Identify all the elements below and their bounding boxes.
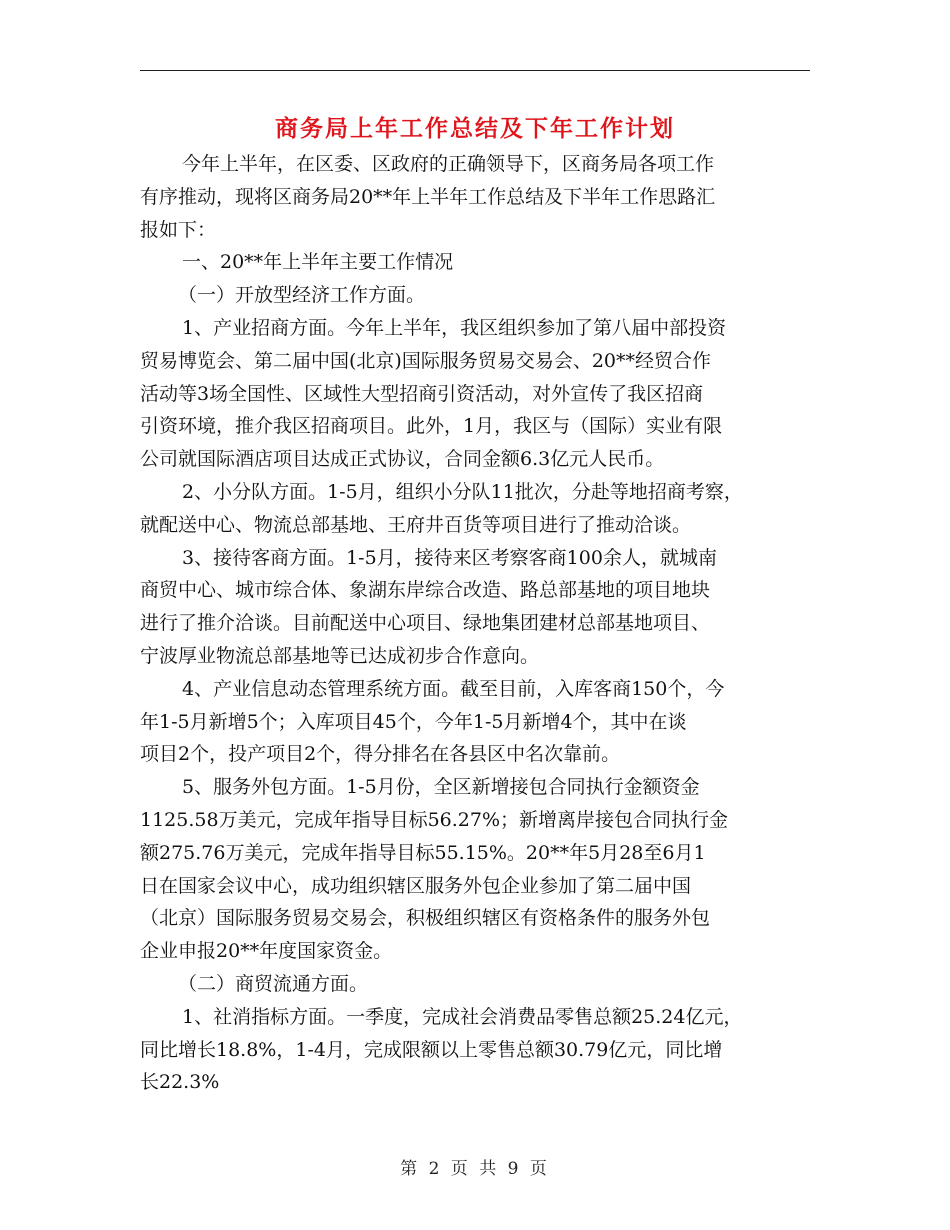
document-title: 商务局上年工作总结及下年工作计划 xyxy=(275,116,675,142)
paragraph-line: 有序推动，现将区商务局20**年上半年工作总结及下半年工作思路汇 xyxy=(140,185,716,208)
paragraph-line: 额275.76万美元，完成年指导目标55.15%。20**年5月28至6月1 xyxy=(140,841,706,864)
page-number: 第 2 页 共 9 页 xyxy=(400,1159,550,1179)
paragraph-line: （北京）国际服务贸易交易会，积极组织辖区有资格条件的服务外包 xyxy=(140,907,711,930)
paragraph-line: 5、服务外包方面。1-5月份，全区新增接包合同执行金额资金 xyxy=(182,776,700,799)
paragraph-line: 1125.58万美元，完成年指导目标56.27%；新增离岸接包合同执行金 xyxy=(140,808,729,831)
paragraph-line: 同比增长18.8%，1-4月，完成限额以上零售总额30.79亿元，同比增 xyxy=(140,1038,723,1061)
paragraph-line: 贸易博览会、第二届中国(北京)国际服务贸易交易会、20**经贸合作 xyxy=(140,349,712,372)
document-body xyxy=(140,148,808,1099)
paragraph-line: 长22.3% xyxy=(140,1071,220,1094)
paragraph-line: 3、接待客商方面。1-5月，接待来区考察客商100余人，就城南 xyxy=(182,546,717,569)
subsection-heading: （一）开放型经济工作方面。 xyxy=(178,284,426,307)
paragraph-line: 今年上半年，在区委、区政府的正确领导下，区商务局各项工作 xyxy=(182,153,715,175)
paragraph-line: 1、产业招商方面。今年上半年，我区组织参加了第八届中部投资 xyxy=(182,316,727,339)
paragraph-line: 日在国家会议中心，成功组织辖区服务外包企业参加了第二届中国 xyxy=(140,874,692,897)
section-heading: 一、20**年上半年主要工作情况 xyxy=(182,251,454,274)
paragraph-line: 活动等3场全国性、区域性大型招商引资活动，对外宣传了我区招商 xyxy=(140,382,704,405)
page-footer xyxy=(0,1154,950,1179)
paragraph-line: 进行了推介洽谈。目前配送中心项目、绿地集团建材总部基地项目、 xyxy=(140,612,711,635)
paragraph-line: 公司就国际酒店项目达成正式协议，合同金额6.3亿元人民币。 xyxy=(140,448,665,471)
subsection-heading: （二）商贸流通方面。 xyxy=(178,972,369,995)
paragraph-line: 1、社消指标方面。一季度，完成社会消费品零售总额25.24亿元， xyxy=(182,1005,743,1028)
paragraph-line: 年1-5月新增5个；入库项目45个，今年1-5月新增4个，其中在谈 xyxy=(140,710,687,733)
paragraph-line: 项目2个，投产项目2个，得分排名在各县区中名次靠前。 xyxy=(140,743,621,766)
paragraph-line: 2、小分队方面。1-5月，组织小分队11批次，分赴等地招商考察， xyxy=(182,480,743,503)
paragraph-line: 4、产业信息动态管理系统方面。截至目前，入库客商150个，今 xyxy=(182,677,725,700)
paragraph-line: 就配送中心、物流总部基地、王府井百货等项目进行了推动洽谈。 xyxy=(140,513,692,536)
paragraph-line: 宁波厚业物流总部基地等已达成初步合作意向。 xyxy=(140,644,540,667)
paragraph-line: 引资环境，推介我区招商项目。此外，1月，我区与（国际）实业有限 xyxy=(140,415,723,438)
header-rule xyxy=(140,70,810,71)
paragraph-line: 企业申报20**年度国家资金。 xyxy=(140,940,393,963)
paragraph-line: 报如下： xyxy=(140,218,217,241)
paragraph-line: 商贸中心、城市综合体、象湖东岸综合改造、路总部基地的项目地块 xyxy=(140,579,711,602)
